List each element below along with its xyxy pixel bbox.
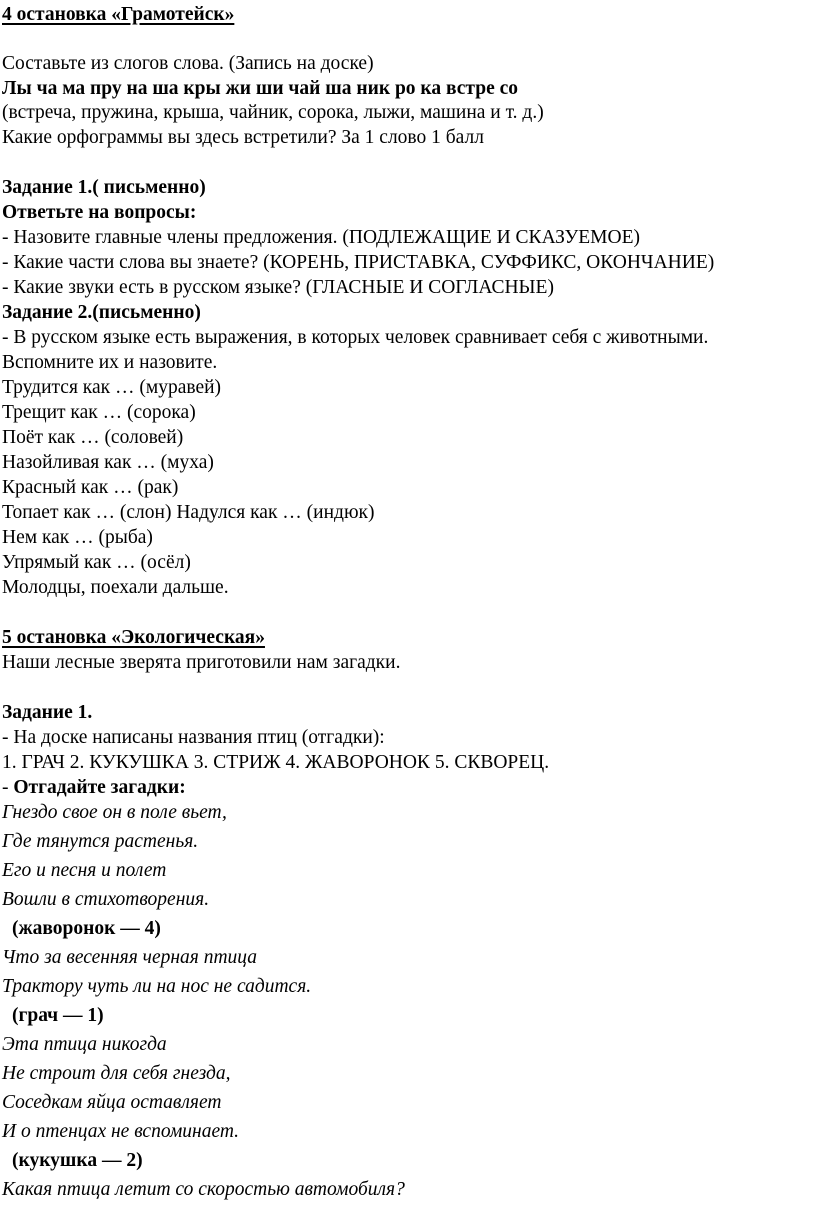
task1-item: - Какие части слова вы знаете? (КОРЕНЬ, ПРИСТАВКА, СУФФИКС, ОКОНЧАНИЕ)	[2, 252, 715, 273]
expression-item: Красный как … (рак)	[2, 477, 179, 498]
stop5-title: 5 остановка «Экологическая»	[2, 627, 265, 648]
task1-item: - Какие звуки есть в русском языке? (ГЛАСНЫЕ И СОГЛАСНЫЕ)	[2, 277, 554, 298]
stop5-intro: Наши лесные зверята приготовили нам загадки.	[2, 652, 401, 673]
riddle-line: И о птенцах не вспоминает.	[2, 1121, 240, 1142]
riddle-answer: (жаворонок — 4)	[12, 918, 161, 939]
prompt-dash: -	[2, 777, 14, 798]
stop4-task2-line1: - В русском языке есть выражения, в которых человек сравнивает себя с животными.	[2, 327, 709, 348]
stop4-task1-title: Задание 1.( письменно)	[2, 177, 206, 198]
stop4-question: Какие орфограммы вы здесь встретили? За 1 слово 1 балл	[2, 127, 484, 148]
stop4-intro: Составьте из слогов слова. (Запись на доске)	[2, 53, 374, 74]
expression-item: Нем как … (рыба)	[2, 527, 153, 548]
stop4-syllables: Лы ча ма пру на ша кры жи ши чай ша ник ро ка встре со	[2, 78, 519, 99]
stop5-prompt-line	[2, 775, 186, 800]
expression-item: Трещит как … (сорока)	[2, 402, 196, 423]
riddle-answer: (грач — 1)	[12, 1005, 104, 1026]
riddle-line: Где тянутся растенья.	[2, 831, 199, 852]
riddle-line: Не строит для себя гнезда,	[2, 1063, 231, 1084]
riddle-line: Его и песня и полет	[2, 860, 167, 881]
riddle-answer: (кукушка — 2)	[12, 1150, 143, 1171]
riddle-line: Вошли в стихотворения.	[2, 889, 210, 910]
stop4-task2-title: Задание 2.(письменно)	[2, 302, 201, 323]
riddle-line: Соседкам яйца оставляет	[2, 1092, 222, 1113]
stop5-task1-title: Задание 1.	[2, 702, 93, 723]
stop4-answers: (встреча, пружина, крыша, чайник, сорока, лыжи, машина и т. д.)	[2, 102, 544, 123]
stop4-closing: Молодцы, поехали дальше.	[2, 577, 229, 598]
expression-item: Назойливая как … (муха)	[2, 452, 214, 473]
riddle-line: Что за весенняя черная птица	[2, 947, 258, 968]
riddle-prompt: Отгадайте загадки:	[13, 777, 186, 798]
stop4-task1-subtitle: Ответьте на вопросы:	[2, 202, 197, 223]
riddle-line: Гнездо свое он в поле вьет,	[2, 802, 227, 823]
riddle-line: Какая птица летит со скоростью автомобиля?	[2, 1179, 405, 1200]
expression-item: Топает как … (слон) Надулся как … (индюк)	[2, 502, 375, 523]
stop4-title: 4 остановка «Грамотейск»	[2, 4, 235, 25]
stop4-task2-line2: Вспомните их и назовите.	[2, 352, 218, 373]
stop5-board-line: - На доске написаны названия птиц (отгадки):	[2, 727, 385, 748]
stop5-bird-list: 1. ГРАЧ 2. КУКУШКА 3. СТРИЖ 4. ЖАВОРОНОК 5. СКВОРЕЦ.	[2, 752, 550, 773]
riddle-line: Эта птица никогда	[2, 1034, 167, 1055]
expression-item: Поёт как … (соловей)	[2, 427, 184, 448]
expression-item: Упрямый как … (осёл)	[2, 552, 191, 573]
task1-item: - Назовите главные члены предложения. (ПОДЛЕЖАЩИЕ И СКАЗУЕМОЕ)	[2, 227, 640, 248]
riddle-line: Трактору чуть ли на нос не садится.	[2, 976, 312, 997]
expression-item: Трудится как … (муравей)	[2, 377, 222, 398]
